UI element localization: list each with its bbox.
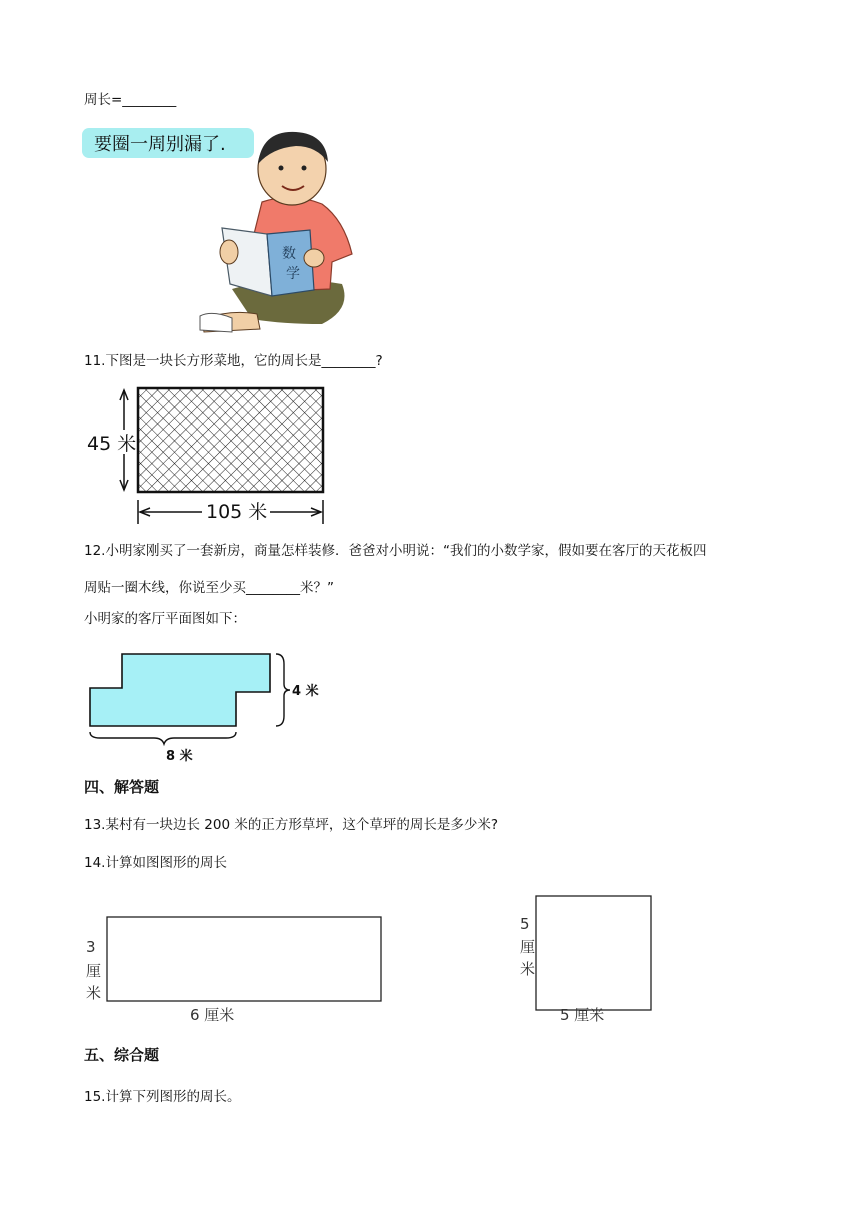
height-brace xyxy=(276,654,290,726)
vegetable-field-diagram xyxy=(84,384,334,528)
question-11-text: 11.下图是一块长方形菜地，它的周长是________? xyxy=(84,353,383,369)
living-room-floor-plan xyxy=(84,646,334,766)
floor-plan-height-label: 4 米 xyxy=(292,684,319,699)
rectangle-width-label: 6 厘米 xyxy=(190,1006,235,1024)
boy-eye-right xyxy=(302,166,307,171)
rectangle-shape xyxy=(107,917,381,1001)
perimeter-answer-line: 周长=________ xyxy=(84,92,177,108)
boy-left-hand xyxy=(220,240,238,264)
question-15-text: 15.计算下列图形的周长。 xyxy=(84,1089,241,1105)
section-5-heading: 五、综合题 xyxy=(84,1046,160,1064)
width-brace xyxy=(90,732,236,744)
square-figure xyxy=(518,888,658,1028)
rectangle-height-char-2: 厘 xyxy=(86,962,102,980)
square-shape xyxy=(536,896,651,1010)
boy-shoe xyxy=(200,313,232,332)
height-label: 45 米 xyxy=(87,433,137,455)
square-height-char-3: 米 xyxy=(520,960,536,978)
boy-eye-left xyxy=(279,166,284,171)
book-title-char-2: 学 xyxy=(286,266,300,282)
question-12-line-2: 周贴一圈木线，你说至少买________米？” xyxy=(84,580,334,596)
floor-plan-width-label: 8 米 xyxy=(166,749,193,764)
section-4-heading: 四、解答题 xyxy=(84,778,160,796)
rectangle-height-char-1: 3 xyxy=(86,938,96,956)
rectangle-figure xyxy=(84,906,384,1030)
width-label: 105 米 xyxy=(206,501,268,523)
rectangle-height-char-3: 米 xyxy=(86,984,102,1002)
square-width-label: 5 厘米 xyxy=(560,1006,605,1024)
floor-plan-shape xyxy=(90,654,270,726)
boy-reading-illustration xyxy=(82,124,372,336)
square-height-char-1: 5 xyxy=(520,915,530,933)
question-12-line-1: 12.小明家刚买了一套新房，商量怎样装修．爸爸对小明说：“我们的小数学家，假如要在客厅的天花板四 xyxy=(84,543,707,559)
crosshatched-field xyxy=(138,388,323,492)
square-height-char-2: 厘 xyxy=(520,938,536,956)
question-12-line-3: 小明家的客厅平面图如下： xyxy=(84,611,246,627)
speech-bubble-text: 要圈一周别漏了. xyxy=(94,134,226,155)
boy-right-hand xyxy=(304,249,324,267)
book-title-char-1: 数 xyxy=(282,246,296,262)
question-14-text: 14.计算如图图形的周长 xyxy=(84,855,227,871)
question-13-text: 13.某村有一块边长 200 米的正方形草坪，这个草坪的周长是多少米? xyxy=(84,817,498,833)
